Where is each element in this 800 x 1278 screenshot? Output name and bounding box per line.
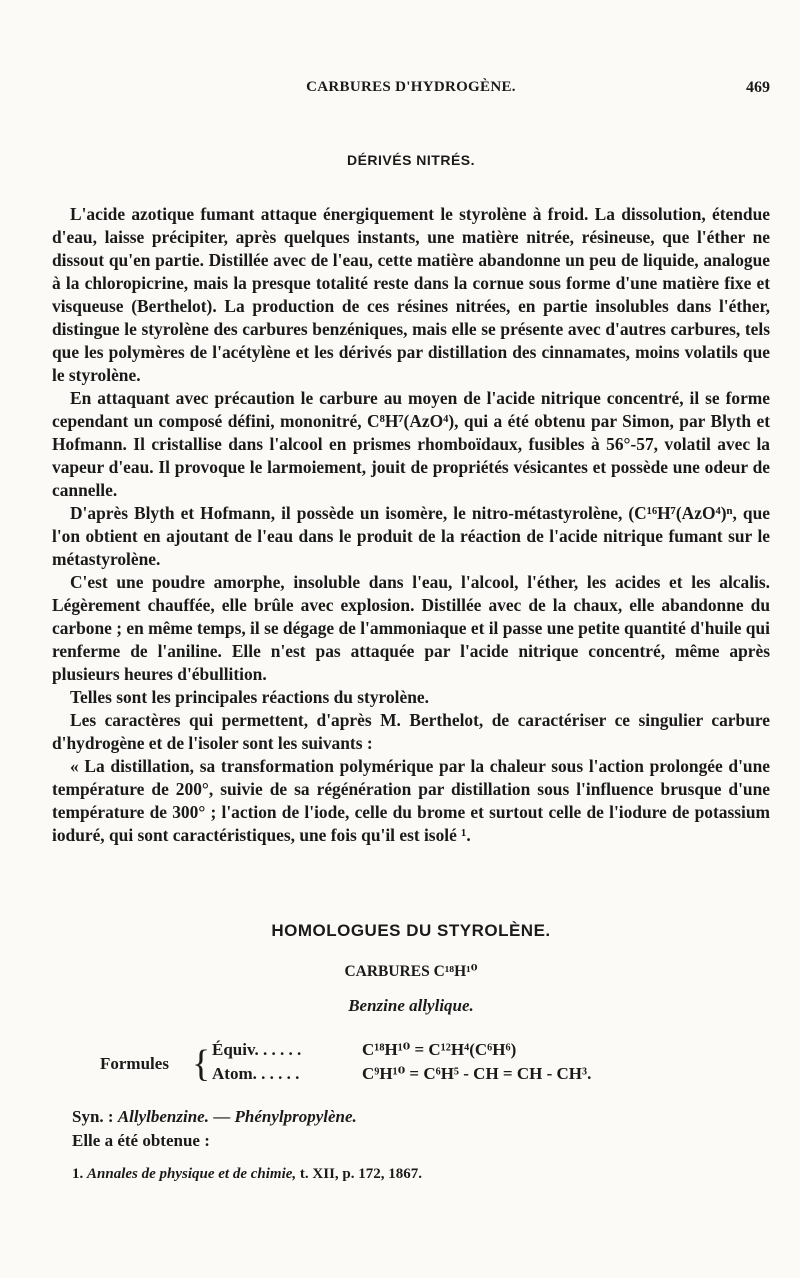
paragraph: D'après Blyth et Hofmann, il possède un isomère, le nitro-métastyrolène, (C¹⁶H⁷(AzO⁴)ⁿ, que l'on obtient en ajoutant de l'eau dans le produit de la réaction de l'acide nitrique fumant sur le métastyrolène.: [52, 503, 770, 569]
homologues-heading: HOMOLOGUES DU STYROLÈNE.: [271, 921, 551, 940]
paragraph: C'est une poudre amorphe, insoluble dans l'eau, l'alcool, l'éther, les acides et les alcalis. Légèrement chauffée, elle brûle avec explosion. Distillée avec de la chaux, elle abandonne du carbone ; en même temps, il se dégage de l'ammoniaque et il passe une petite quantité d'huile qui renferme de l'aniline. Elle n'est pas attaquée par l'acide nitrique concentré, même après plusieurs heures d'ébullition.: [52, 572, 770, 684]
section-title: DÉRIVÉS NITRÉS.: [346, 152, 476, 168]
footnote-number: 1.: [72, 1166, 87, 1182]
equiv-label: Équiv. . . . . .: [212, 1040, 302, 1059]
carbures-heading: CARBURES C¹⁸H¹⁰: [344, 963, 478, 980]
synonyms-line: [72, 1107, 770, 1127]
syn-dash: —: [208, 1107, 235, 1126]
syn-prefix: Syn. :: [72, 1107, 118, 1126]
paragraph: « La distillation, sa transformation polymérique par la chaleur sous l'action prolongée d'une température de 200°, suivie de sa régénération par distillation sous l'influence brusque d'une température de 300° ; l'action de l'iode, celle du brome et surtout celle de l'iodure de potassium ioduré, qui sont caractéristiques, une fois qu'il est isolé ¹.: [52, 756, 770, 845]
body-text: [52, 203, 770, 847]
atom-formula: C⁹H¹⁰ = C⁶H⁵ - CH = CH - CH³.: [362, 1064, 592, 1083]
footnote-source: Annales de physique et de chimie,: [87, 1166, 297, 1182]
paragraph: En attaquant avec précaution le carbure au moyen de l'acide nitrique concentré, il se forme cependant un composé défini, mononitré, C⁸H⁷(AzO⁴), qui a été obtenu par Simon, par Blyth et Hofmann. Il cristallise dans l'alcool en prismes rhomboïdaux, fusibles à 56°-57, volatil avec la vapeur d'eau. Il provoque le larmoiement, jouit de propriétés vésicantes et possède une odeur de cannelle.: [52, 388, 770, 500]
formula-row-atom: [212, 1064, 591, 1084]
formula-block: [100, 1040, 700, 1092]
footnote: [72, 1166, 772, 1183]
atom-label: Atom. . . . . .: [212, 1064, 300, 1083]
page-number: 469: [746, 79, 770, 96]
page-header: [52, 79, 770, 103]
brace-symbol: {: [192, 1043, 211, 1085]
paragraph: Telles sont les principales réactions du styrolène.: [70, 687, 429, 707]
compound-name: Benzine allylique.: [348, 996, 474, 1015]
formula-row-equiv: [212, 1040, 516, 1060]
paragraph: L'acide azotique fumant attaque énergiquement le styrolène à froid. La dissolution, étendue d'eau, laisse précipiter, après quelques instants, une matière nitrée, résineuse, que l'éther ne dissout qu'en partie. Distillée avec de l'eau, cette matière abandonne un peu de liquide, analogue à la chloropicrine, mais la presque totalité reste dans la cornue sous forme d'une matière fixe et visqueuse (Berthelot). La production de ces résines nitrées, en partie insolubles dans l'éther, distingue le styrolène des carbures benzéniques, mais elle se présente avec d'autres carbures, tels que les polymères de l'acétylène et les dérivés par distillation des cinnamates, moins volatils que le styrolène.: [52, 204, 770, 385]
obtained-line: Elle a été obtenue :: [72, 1131, 210, 1150]
equiv-formula: C¹⁸H¹⁰ = C¹²H⁴(C⁶H⁶): [362, 1040, 517, 1059]
formules-label: Formules: [100, 1054, 169, 1073]
footnote-ref: t. XII, p. 172, 1867.: [296, 1166, 423, 1182]
synonym-1: Allylbenzine.: [117, 1107, 209, 1126]
synonym-2: Phénylpropylène.: [234, 1107, 357, 1126]
paragraph: Les caractères qui permettent, d'après M. Berthelot, de caractériser ce singulier carbure d'hydrogène et de l'isoler sont les suivants :: [52, 710, 770, 753]
running-title: CARBURES D'HYDROGÈNE.: [306, 79, 516, 95]
